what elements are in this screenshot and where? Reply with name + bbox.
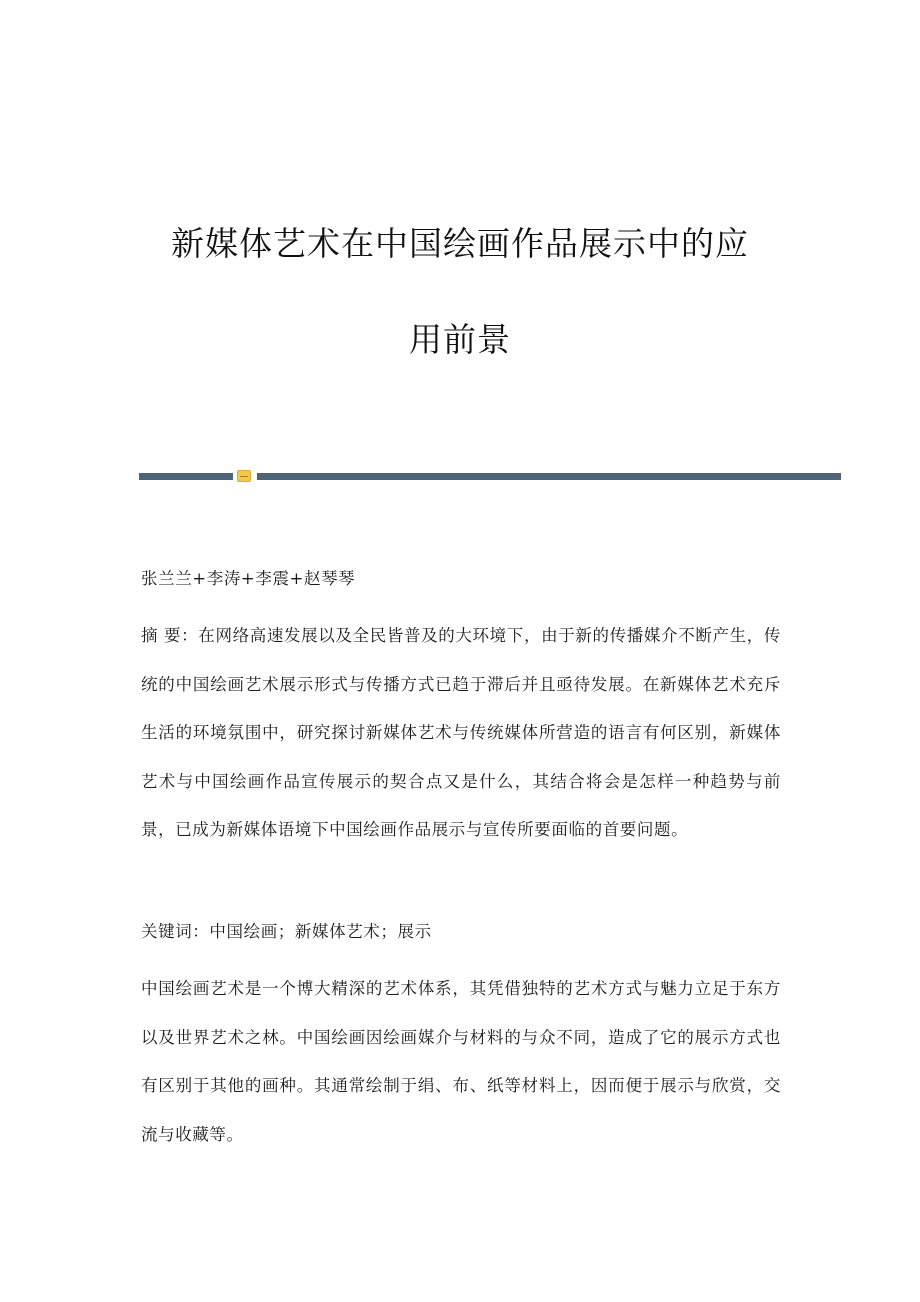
authors-line: 张兰兰+李涛+李震+赵琴琴 [141,569,356,588]
document-title-line-2: 用前景 [409,320,511,359]
divider-bar-left [139,473,233,480]
divider-bar-right [257,473,841,480]
title-divider [139,470,841,482]
body-paragraph: 中国绘画艺术是一个博大精深的艺术体系，其凭借独特的艺术方式与魅力立足于东方以及世界艺术之林。中国绘画因绘画媒介与材料的与众不同，造成了它的展示方式也有区别于其他的画种。其通常绘制于绢、布、纸等材料上，因而便于展示与欣赏，交流与收藏等。 [141,979,781,1144]
document-title-line-1: 新媒体艺术在中国绘画作品展示中的应 [171,224,749,263]
keywords-line: 关键词：中国绘画；新媒体艺术；展示 [141,922,432,941]
abstract-paragraph: 摘 要：在网络高速发展以及全民皆普及的大环境下，由于新的传播媒介不断产生，传统的中国绘画艺术展示形式与传播方式已趋于滞后并且亟待发展。在新媒体艺术充斥生活的环境氛围中，研究探讨新媒体艺术与传统媒体所营造的语言有何区别，新媒体艺术与中国绘画作品宣传展示的契合点又是什么，其结合将会是怎样一种趋势与前景，已成为新媒体语境下中国绘画作品展示与宣传所要面临的首要问题。 [141,626,781,839]
divider-ornament-icon [237,470,251,482]
